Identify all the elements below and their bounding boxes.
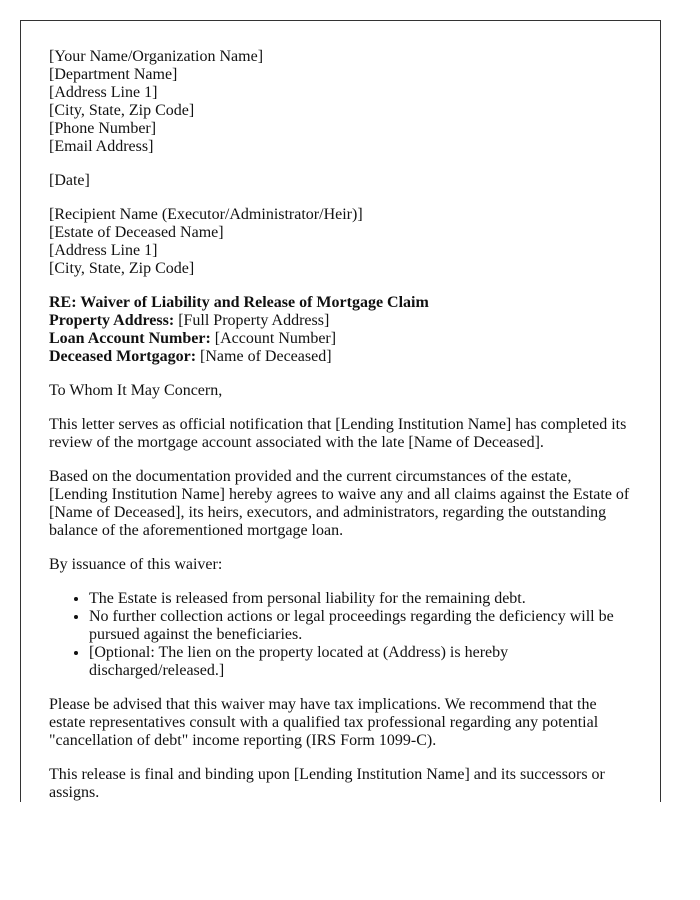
paragraph-waiver: Based on the documentation provided and the current circumstances of the estate, [Lending Institution Name] hereby agrees to waive any and all claims against the Estate of [Name of Deceased], its heirs, executors, and administrators, regarding the outstanding balance of the aforementioned mortgage loan. — [49, 468, 630, 539]
paragraph-issuance: By issuance of this waiver: — [49, 556, 223, 573]
property-value: [Full Property Address] — [174, 312, 330, 329]
paragraph-notification: This letter serves as official notification that [Lending Institution Name] has completed its review of the mortgage account associated with the late [Name of Deceased]. — [49, 416, 627, 451]
re-block — [49, 294, 632, 366]
list-item: • [Optional: The lien on the property located at (Address) is hereby discharged/released.] — [89, 644, 632, 680]
loan-value: [Account Number] — [210, 330, 337, 347]
sender-email: [Email Address] — [49, 138, 154, 155]
mortgagor-label: Deceased Mortgagor: — [49, 348, 197, 365]
recipient-city: [City, State, Zip Code] — [49, 260, 195, 277]
sender-phone: [Phone Number] — [49, 120, 157, 137]
paragraph-tax: Please be advised that this waiver may have tax implications. We recommend that the estate representatives consult with a qualified tax professional regarding any potential "cancellation of debt" income reporting (IRS Form 1099-C). — [49, 696, 599, 749]
loan-label: Loan Account Number: — [49, 330, 211, 347]
waiver-terms-list — [49, 590, 632, 680]
recipient-block — [49, 206, 632, 278]
sender-address: [Address Line 1] — [49, 84, 158, 101]
salutation: To Whom It May Concern, — [49, 382, 223, 399]
sender-block — [49, 48, 632, 156]
recipient-address: [Address Line 1] — [49, 242, 158, 259]
letter-page — [20, 20, 661, 802]
sender-department: [Department Name] — [49, 66, 178, 83]
paragraph-final: This release is final and binding upon [Lending Institution Name] and its successors or assigns. — [49, 766, 605, 801]
mortgagor-value: [Name of Deceased] — [196, 348, 332, 365]
list-item: • No further collection actions or legal proceedings regarding the deficiency will be pursued against the beneficiaries. — [89, 608, 632, 644]
recipient-name: [Recipient Name (Executor/Administrator/Heir)] — [49, 206, 363, 223]
sender-name: [Your Name/Organization Name] — [49, 48, 264, 65]
list-item: • The Estate is released from personal liability for the remaining debt. — [89, 590, 632, 608]
recipient-estate: [Estate of Deceased Name] — [49, 224, 224, 241]
re-subject: RE: Waiver of Liability and Release of Mortgage Claim — [49, 294, 429, 311]
sender-city: [City, State, Zip Code] — [49, 102, 195, 119]
letter-date: [Date] — [49, 172, 90, 189]
property-label: Property Address: — [49, 312, 175, 329]
